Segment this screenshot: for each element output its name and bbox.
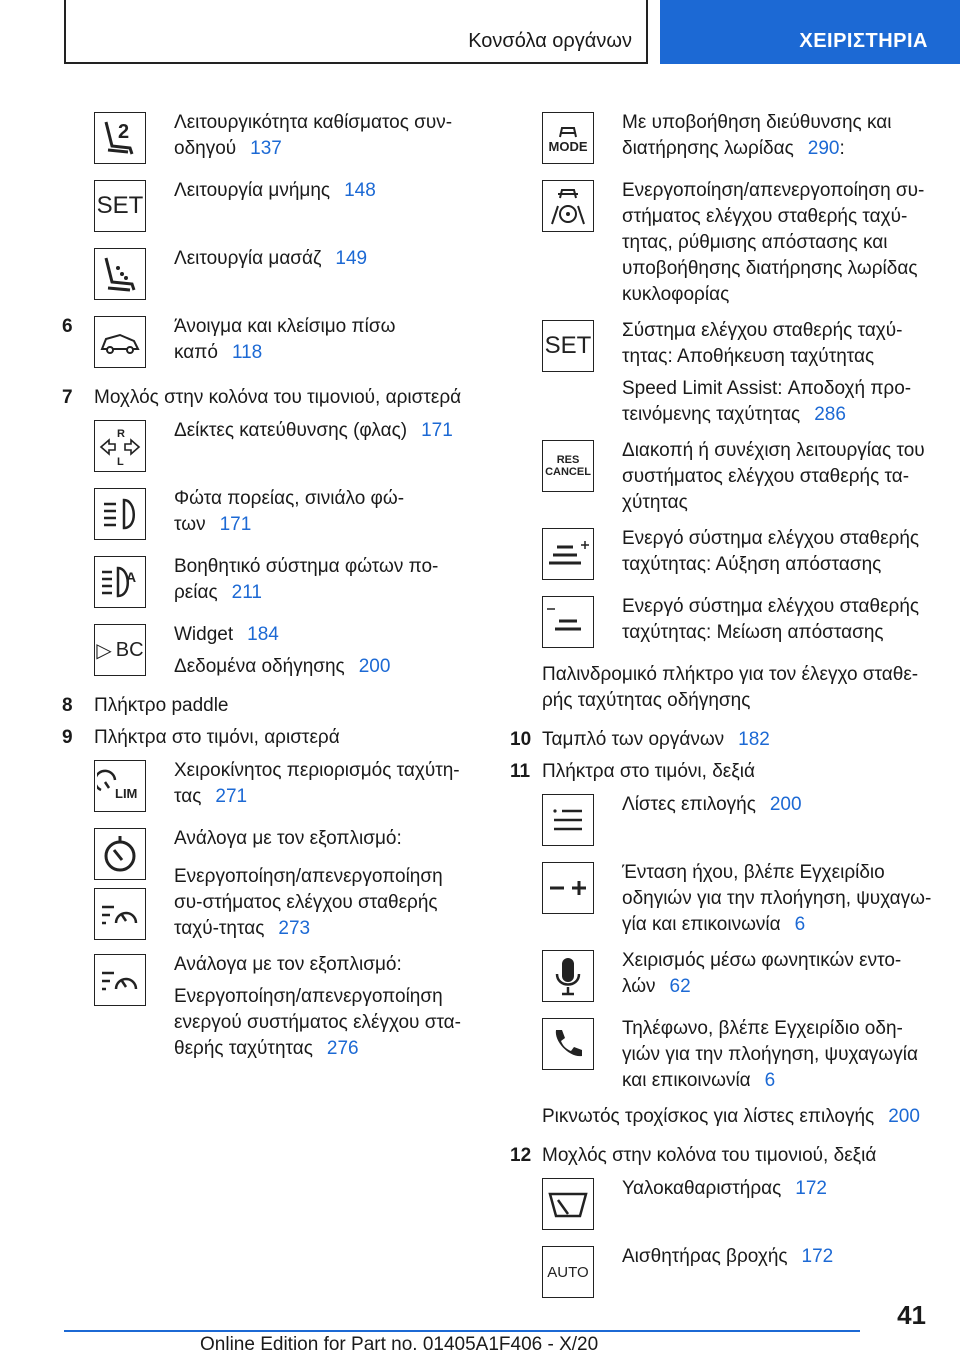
list-item: A Βοηθητικό σύστημα φώτων πο-ρείας 211	[62, 554, 472, 612]
active-cruise-icon	[94, 954, 146, 1006]
section-title: Κονσόλα οργάνων	[468, 30, 632, 52]
volume-icon	[542, 862, 594, 914]
turn-signal-icon	[94, 420, 146, 472]
list-item: Ενεργό σύστημα ελέγχου σταθερής ταχύτητας: Μείωση απόστασης	[510, 594, 940, 652]
left-column	[62, 110, 472, 1072]
list-item: 2 Λειτουργικότητα καθίσματος συν-οδηγού 137	[62, 110, 472, 168]
list-item: Λειτουργία μασάζ 149	[62, 246, 472, 304]
distance-plus-icon	[542, 528, 594, 580]
thumbwheel-text: Ρικνωτός τροχίσκος για λίστες επιλογής 200	[542, 1106, 920, 1127]
list-item: ▷ BC Widget 184 Δεδομένα οδήγησης 200	[62, 622, 472, 680]
numbered-line: 7 Μοχλός στην κολόνα του τιμονιού, αριστερά	[62, 387, 462, 408]
list-item: Ενεργοποίηση/απενεργοποίηση συ-στήματος ελέγχου σταθερής ταχύ-τητας, ρύθμισης απόστασης και υποβοήθησης διατήρησης λωρίδας κυκλοφορίας	[510, 178, 940, 308]
list-item: R L Δείκτες κατεύθυνσης (φλας) 171	[62, 418, 472, 476]
list-item: AUTO Αισθητήρας βροχής 172	[510, 1244, 940, 1302]
set-icon: SET	[94, 180, 146, 232]
auto-icon: AUTO	[542, 1246, 594, 1298]
numbered-line: 9 Πλήκτρα στο τιμόνι, αριστερά	[62, 727, 340, 748]
list-item: Λίστες επιλογής 200	[510, 792, 940, 850]
list-item: 6 Άνοιγμα και κλείσιμο πίσω καπό 118	[62, 314, 472, 372]
list-item: LIM Χειροκίνητος περιορισμός ταχύτη-τας 271	[62, 758, 472, 816]
list-item: Υαλοκαθαριστήρας 172	[510, 1176, 940, 1234]
speed-limiter-icon	[94, 760, 146, 812]
seat-memory-icon	[94, 112, 146, 164]
list-item: SET Σύστημα ελέγχου σταθερής ταχύ-τητας: Αποθήκευση ταχύτητας Speed Limit Assist: Αποδοχή προ-τεινόμενης ταχύτητας 286	[510, 318, 940, 428]
numbered-line: 8 Πλήκτρο paddle	[62, 695, 229, 716]
svg-text:R: R	[117, 428, 125, 440]
list-item: Ενεργό σύστημα ελέγχου σταθερής ταχύτητας: Αύξηση απόστασης	[510, 526, 940, 584]
svg-text:2: 2	[118, 121, 130, 143]
bc-icon: ▷ BC	[94, 624, 146, 676]
list-item: Ενεργοποίηση/απενεργοποίηση συ-στήματος ελέγχου σταθερής ταχύ-τητας 273	[62, 864, 472, 942]
headlight-icon	[94, 488, 146, 540]
list-item: SET Λειτουργία μνήμης 148	[62, 178, 472, 236]
car-trunk-icon	[94, 316, 146, 368]
chapter-title: ΧΕΙΡΙΣΤΗΡΙΑ	[799, 30, 928, 52]
list-item: RES CANCEL Διακοπή ή συνέχιση λειτουργίας του συστήματος ελέγχου σταθερής τα-χύτητας	[510, 438, 940, 516]
svg-text:L: L	[117, 456, 124, 468]
numbered-line: 12 Μοχλός στην κολόνα του τιμονιού, δεξιά	[510, 1145, 877, 1166]
header-chapter	[660, 0, 960, 64]
list-item: Ανάλογα με τον εξοπλισμό:	[62, 826, 472, 884]
header-section	[64, 0, 648, 64]
mode-icon: MODE	[542, 112, 594, 164]
rocker-switch-text: Παλινδρομικό πλήκτρο για τον έλεγχο σταθε-ρής ταχύτητας οδήγησης	[542, 664, 919, 711]
edition-text: Online Edition for Part no. 01405A1F406 - X/20	[200, 1334, 599, 1355]
numbered-line: 10 Ταμπλό των οργάνων 182	[510, 729, 770, 750]
cruise-on-off-icon	[94, 888, 146, 940]
right-column	[510, 110, 940, 1312]
set-icon: SET	[542, 320, 594, 372]
high-beam-assist-icon	[94, 556, 146, 608]
svg-text:A: A	[126, 569, 137, 585]
footer-divider	[64, 1330, 860, 1332]
list-item: Ένταση ήχου, βλέπε Εγχειρίδιο οδηγιών για την πλοήγηση, ψυχαγω-γία και επικοινωνία 6	[510, 860, 940, 938]
list-item: Ανάλογα με τον εξοπλισμό: Ενεργοποίηση/απενεργοποίηση ενεργού συστήματος ελέγχου στα-θερής ταχύτητας 276	[62, 952, 472, 1062]
distance-minus-icon	[542, 596, 594, 648]
list-item: Φώτα πορείας, σινιάλο φώ-των 171	[62, 486, 472, 544]
list-item: Χειρισμός μέσω φωνητικών εντο-λών 62	[510, 948, 940, 1006]
numbered-line: 11 Πλήκτρα στο τιμόνι, δεξιά	[510, 761, 755, 782]
list-item: MODE Με υποβοήθηση διεύθυνσης και διατήρησης λωρίδας 290:	[510, 110, 940, 168]
res-cancel-icon: RES CANCEL	[542, 440, 594, 492]
svg-text:LIM: LIM	[115, 786, 138, 801]
microphone-icon	[542, 950, 594, 1002]
massage-icon	[94, 248, 146, 300]
wiper-icon	[542, 1178, 594, 1230]
page-number: 41	[897, 1300, 926, 1330]
list-item: Τηλέφωνο, βλέπε Εγχειρίδιο οδη-γιών για την πλοήγηση, ψυχαγωγία και επικοινωνία 6	[510, 1016, 940, 1094]
list-icon	[542, 794, 594, 846]
item-number: 6	[62, 316, 73, 337]
phone-icon	[542, 1018, 594, 1070]
steering-assist-icon	[542, 180, 594, 232]
